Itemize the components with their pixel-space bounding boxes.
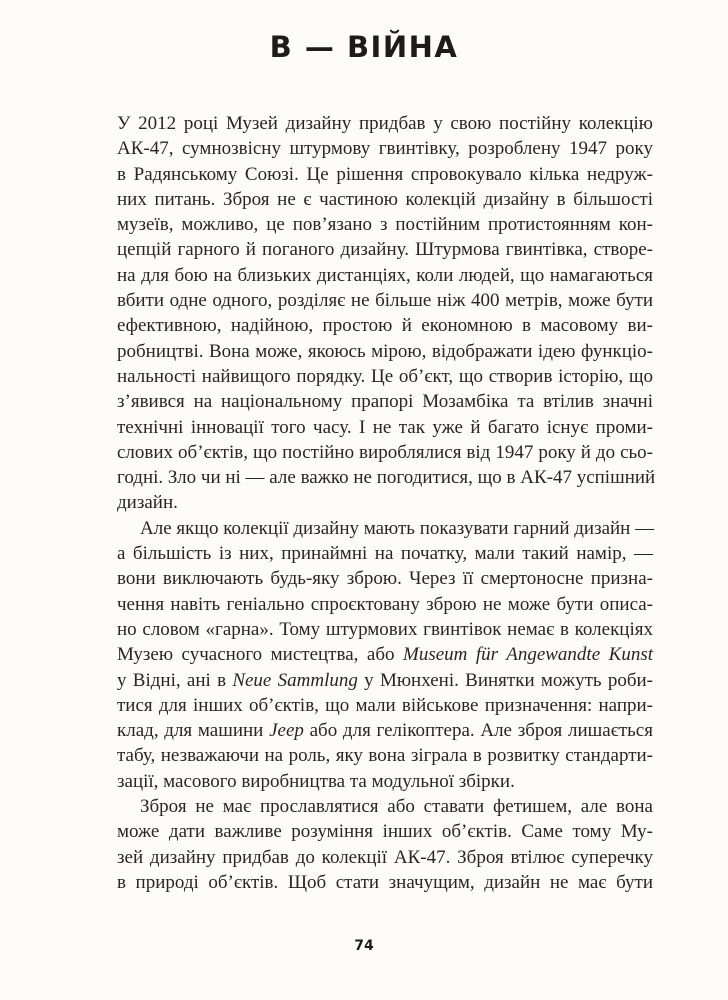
text-segment: може дати важливе розуміння інших об’єктів. Саме тому Му-	[117, 821, 653, 843]
text-line	[117, 490, 653, 515]
text-segment: цепцій гарного й поганого дизайну. Штурмова гвинтівка, створе-	[117, 239, 653, 261]
text-segment: АК-47, сумнозвісну штурмову гвинтівку, розроблену 1947 року	[117, 138, 653, 160]
text-line	[117, 516, 653, 541]
text-line	[117, 617, 653, 642]
text-line	[117, 592, 653, 617]
text-segment: а більшість із них, принаймні на початку, мали такий намір, —	[117, 543, 653, 565]
text-line	[117, 237, 653, 262]
text-line	[117, 313, 653, 338]
body-text	[117, 111, 656, 895]
text-segment: на для бою на близьких дистанціях, коли людей, що намагаються	[117, 264, 653, 286]
text-segment: годні. Зло чи ні — але важко не погодитися, що в АК-47 успішний	[117, 467, 656, 489]
text-line	[117, 465, 656, 490]
text-segment: вбити одне одного, розділяє не більше ніж 400 метрів, може бути	[117, 290, 653, 312]
chapter-title: В — ВІЙНА	[269, 30, 459, 64]
text-line	[117, 642, 653, 667]
text-segment: но словом «гарна». Тому штурмових гвинтівок немає в колекціях	[117, 618, 653, 640]
text-segment: клад, для машини	[117, 720, 270, 742]
paragraph	[117, 516, 653, 794]
text-line	[117, 668, 653, 693]
text-line	[117, 794, 653, 819]
text-segment: зації, масового виробництва та модульної збірки.	[117, 770, 515, 792]
paragraph	[117, 111, 656, 516]
text-line	[117, 566, 653, 591]
text-segment: Але якщо колекції дизайну мають показувати гарний дизайн —	[140, 517, 655, 539]
text-line	[117, 111, 653, 136]
text-line	[117, 263, 653, 288]
text-line	[117, 819, 653, 844]
text-segment: в Радянському Союзі. Це рішення спровокувало кілька недруж-	[117, 163, 653, 185]
text-segment: чення навіть геніально спроєктовану зброю не може бути описа-	[117, 593, 653, 615]
text-segment: зей дизайну придбав до колекції АК-47. Зброя втілює суперечку	[117, 846, 653, 868]
text-line	[117, 845, 653, 870]
text-segment: табу, незважаючи на роль, яку вона зіграла в розвитку стандарти-	[117, 745, 653, 767]
text-line	[117, 769, 653, 794]
text-line	[117, 364, 653, 389]
text-line	[117, 162, 653, 187]
text-segment: у Мюнхені. Винятки можуть роби-	[357, 669, 654, 691]
text-segment: нальності найвищого порядку. Це об’єкт, що створив історію, що	[117, 365, 653, 387]
text-segment: ефективною, надійною, простою й економною в масовому ви-	[117, 315, 653, 337]
text-line	[117, 415, 653, 440]
text-line	[117, 288, 653, 313]
italic-title: Jeep	[269, 720, 304, 742]
text-segment: з’явився на національному прапорі Мозамбіка та втілив значні	[117, 391, 653, 413]
text-line	[117, 718, 653, 743]
italic-title: Museum für Angewandte Kunst	[403, 644, 653, 666]
text-segment: Музею сучасного мистецтва, або	[117, 644, 403, 666]
page-number: 74	[354, 938, 374, 954]
text-segment: робництві. Вона може, якоюсь мірою, відображати ідею функціо-	[117, 340, 653, 362]
text-segment: дизайн.	[117, 492, 178, 514]
text-line	[117, 187, 653, 212]
text-line	[117, 440, 653, 465]
text-segment: або для гелікоптера. Але зброя лишається	[303, 720, 653, 742]
text-segment: слових об’єктів, що постійно вироблялися від 1947 року й до сьо-	[117, 441, 653, 463]
paragraph	[117, 794, 653, 895]
text-segment: вони виключають будь-яку зброю. Через її смертоносне призна-	[117, 568, 653, 590]
text-segment: Зброя не має прославлятися або ставати фетишем, але вона	[140, 796, 653, 818]
text-segment: технічні інновації того часу. І не так уже й багато існує проми-	[117, 416, 653, 438]
text-line	[117, 693, 653, 718]
text-segment: музеїв, можливо, це пов’язано з постійним протистоянням кон-	[117, 214, 653, 236]
italic-title: Neue Sammlung	[232, 669, 358, 691]
text-line	[117, 136, 653, 161]
text-segment: тися для інших об’єктів, що мали військове призначення: напри-	[117, 694, 653, 716]
text-line	[117, 870, 653, 895]
text-segment: в природі об’єктів. Щоб стати значущим, дизайн не має бути	[117, 871, 653, 893]
text-line	[117, 339, 653, 364]
text-line	[117, 743, 653, 768]
text-segment: У 2012 році Музей дизайну придбав у свою постійну колекцію	[117, 113, 653, 134]
text-segment: них питань. Зброя не є частиною колекцій дизайну в більшості	[117, 188, 653, 210]
text-line	[117, 541, 653, 566]
text-segment: у Відні, ані в	[117, 669, 233, 691]
text-line	[117, 212, 653, 237]
text-line	[117, 389, 653, 414]
